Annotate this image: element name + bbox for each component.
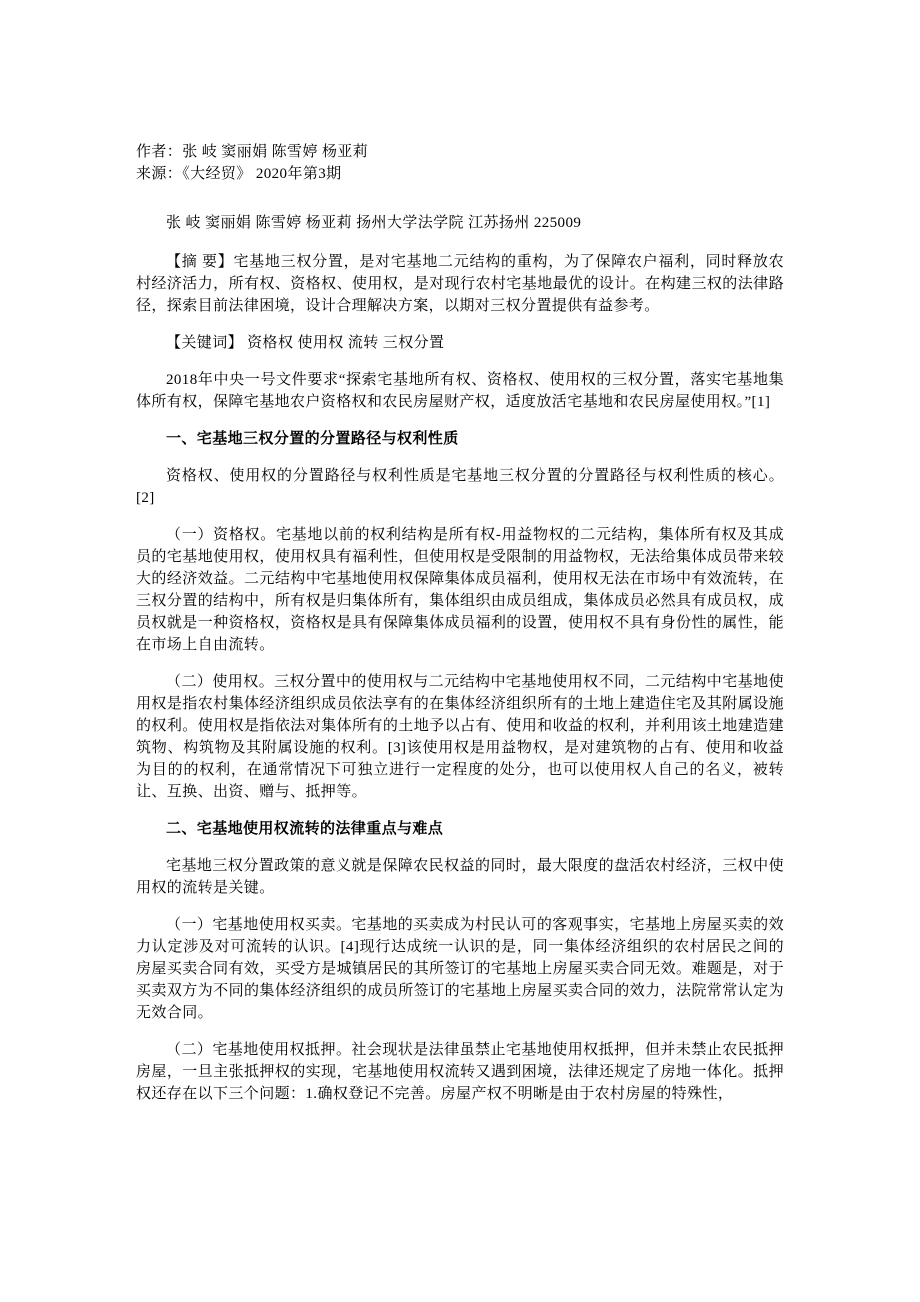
keywords-line: 【关键词】 资格权 使用权 流转 三权分置 — [166, 335, 445, 351]
section2-heading: 二、宅基地使用权流转的法律重点与难点 — [166, 821, 444, 837]
author-line: 作者：张 岐 窦丽娟 陈雪婷 杨亚莉 — [136, 144, 369, 160]
section2-paragraph-2: （一）宅基地使用权买卖。宅基地的买卖成为村民认可的客观事实，宅基地上房屋买卖的效力认定涉及对可流转的认识。[4]现行达成统一认识的是，同一集体经济组织的农村居民之间的房屋买卖合同有效，买受方是城镇居民的其所签订的宅基地上房屋买卖合同无效。难题是，对于买卖双方为不同的集体经济组织的成员所签订的宅基地上房屋买卖合同的效力，法院常常认定为无效合同。 — [136, 917, 784, 1021]
abstract-paragraph: 【摘 要】宅基地三权分置，是对宅基地二元结构的重构，为了保障农户福利，同时释放农村经济活力，所有权、资格权、使用权，是对现行农村宅基地最优的设计。在构建三权的法律路径，探索目前法律困境，设计合理解决方案，以期对三权分置提供有益参考。 — [136, 254, 784, 314]
section1-paragraph-3: （二）使用权。三权分置中的使用权与二元结构中宅基地使用权不同，二元结构中宅基地使用权是指农村集体经济组织成员依法享有的在集体经济组织所有的土地上建造住宅及其附属设施的权利。使用权是指依法对集体所有的土地予以占有、使用和收益的权利，并利用该土地建造建筑物、构筑物及其附属设施的权利。[3]该使用权是用益物权，是对建筑物的占有、使用和收益为目的的权利，在通常情况下可独立进行一定程度的处分，也可以使用权人自己的名义，被转让、互换、出资、赠与、抵押等。 — [136, 674, 784, 800]
section2-paragraph-1: 宅基地三权分置政策的意义就是保障农民权益的同时，最大限度的盘活农村经济，三权中使用权的流转是关键。 — [136, 858, 784, 896]
section1-paragraph-2: （一）资格权。宅基地以前的权利结构是所有权-用益物权的二元结构，集体所有权及其成员的宅基地使用权，使用权具有福利性，但使用权是受限制的用益物权，无法给集体成员带来较大的经济效益。二元结构中宅基地使用权保障集体成员福利，使用权无法在市场中有效流转，在三权分置的结构中，所有权是归集体所有，集体组织由成员组成，集体成员必然具有成员权，成员权就是一种资格权，资格权是具有保障集体成员福利的设置，使用权不具有身份性的属性，能在市场上自由流转。 — [136, 527, 784, 653]
byline: 张 岐 窦丽娟 陈雪婷 杨亚莉 扬州大学法学院 江苏扬州 225009 — [166, 215, 582, 231]
section1-paragraph-1: 资格权、使用权的分置路径与权利性质是宅基地三权分置的分置路径与权利性质的核心。[2] — [136, 468, 784, 506]
section2-paragraph-3: （二）宅基地使用权抵押。社会现状是法律虽禁止宅基地使用权抵押，但并未禁止农民抵押房屋，一旦主张抵押权的实现，宅基地使用权流转又遇到困境，法律还规定了房地一体化。抵押权还存在以下三个问题：1.确权登记不完善。房屋产权不明晰是由于农村房屋的特殊性， — [136, 1042, 784, 1102]
source-line: 来源：《大经贸》 2020年第3期 — [136, 166, 342, 182]
section1-heading: 一、宅基地三权分置的分置路径与权利性质 — [166, 431, 459, 447]
intro-paragraph: 2018年中央一号文件要求“探索宅基地所有权、资格权、使用权的三权分置，落实宅基地集体所有权，保障宅基地农户资格权和农民房屋财产权，适度放活宅基地和农民房屋使用权。”[1] — [136, 372, 784, 410]
article-content — [136, 141, 784, 1120]
